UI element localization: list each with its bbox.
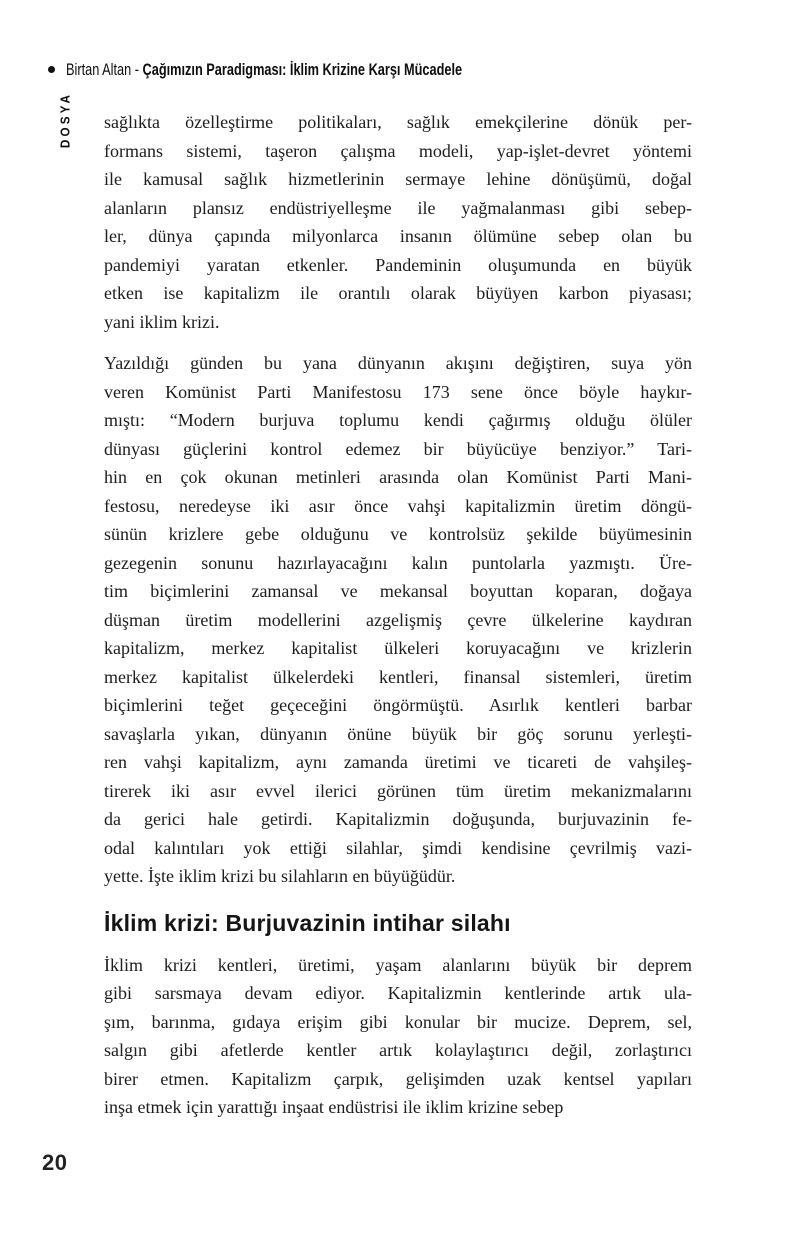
bullet-icon <box>48 66 55 73</box>
paragraph-line: mıştı: “Modern burjuva toplumu kendi çağırmış olduğu ölüler <box>104 410 692 430</box>
paragraph-line: kapitalizm, merkez kapitalist ülkeleri koruyacağını ve krizlerin <box>104 638 692 658</box>
paragraph-line: İklim krizi kentleri, üretimi, yaşam alanlarını büyük bir deprem <box>104 954 692 975</box>
paragraph-line: formans sistemi, taşeron çalışma modeli, yap-işlet-devret yöntemi <box>104 140 692 161</box>
paragraph-line: gibi sarsmaya devam ediyor. Kapitalizmin kentlerinde artık ula- <box>104 983 692 1003</box>
body-text-column <box>104 108 692 1135</box>
paragraph-line: savaşlarla yıkan, dünyanın önüne büyük bir göç sorunu yerleşti- <box>104 723 692 744</box>
paragraph-line: biçimlerini teğet geçeceğini öngörmüştü. Asırlık kentleri barbar <box>104 695 692 715</box>
paragraph-line: etken ise kapitalizm ile orantılı olarak büyüyen karbon piyasası; <box>104 283 692 303</box>
page-header <box>48 61 594 78</box>
paragraph-line: dünyası güçlerini kontrol edemez bir büyücüye benziyor.” Tari- <box>104 438 692 459</box>
section-tag-dosya: DOSYA <box>57 91 73 149</box>
paragraph-line: pandemiyi yaratan etkenler. Pandeminin oluşumunda en büyük <box>104 254 692 275</box>
paragraph-line: tirerek iki asır evvel ilerici görünen tüm üretim mekanizmalarını <box>104 780 692 801</box>
paragraph-line: düşman üretim modellerini azgelişmiş çevre ülkelerine kaydıran <box>104 609 692 630</box>
paragraph-line: sağlıkta özelleştirme politikaları, sağlık emekçilerine dönük per- <box>104 112 692 132</box>
paragraph-line: ren vahşi kapitalizm, aynı zamanda üretimi ve ticareti de vahşileş- <box>104 752 692 772</box>
paragraph <box>104 349 692 891</box>
paragraph-line: salgın gibi afetlerde kentler artık kolaylaştırıcı değil, zorlaştırıcı <box>104 1040 692 1060</box>
paragraph-line: alanların plansız endüstriyelleşme ile yağmalanması gibi sebep- <box>104 197 692 218</box>
paragraph-line: veren Komünist Parti Manifestosu 173 sene önce böyle haykır- <box>104 381 692 402</box>
paragraph-line: hin en çok okunan metinleri arasında olan Komünist Parti Mani- <box>104 467 692 487</box>
running-header <box>66 61 462 78</box>
paragraph-line: birer etmen. Kapitalizm çarpık, gelişimden uzak kentsel yapıları <box>104 1068 692 1089</box>
paragraph-line: festosu, neredeyse iki asır önce vahşi kapitalizmin üretim döngü- <box>104 495 692 516</box>
header-separator: - <box>131 60 143 79</box>
header-title: Çağımızın Paradigması: İklim Krizine Karşı Mücadele <box>142 60 463 79</box>
paragraph <box>104 108 692 336</box>
page-number: 20 <box>42 1150 68 1175</box>
paragraph-line: merkez kapitalist ülkelerdeki kentleri, finansal sistemleri, üretim <box>104 666 692 687</box>
paragraph-line: ler, dünya çapında milyonlarca insanın ölümüne sebep olan bu <box>104 226 692 246</box>
paragraph <box>104 951 692 1122</box>
paragraph-line: yani iklim krizi. <box>104 311 220 332</box>
paragraph-line: şım, barınma, gıdaya erişim gibi konular bir mucize. Deprem, sel, <box>104 1011 692 1032</box>
paragraph-line: odal kalıntıları yok ettiği silahlar, şimdi kendisine çevrilmiş vazi- <box>104 837 692 858</box>
paragraph-line: inşa etmek için yarattığı inşaat endüstrisi ile iklim krizine sebep <box>104 1097 564 1117</box>
paragraph-line: sünün krizlere gebe olduğunu ve kontrolsüz şekilde büyümesinin <box>104 524 692 544</box>
header-author: Birtan Altan <box>66 60 132 79</box>
paragraph-line: Yazıldığı günden bu yana dünyanın akışını değiştiren, suya yön <box>104 353 692 373</box>
paragraph-line: ile kamusal sağlık hizmetlerinin sermaye lehine dönüşümü, doğal <box>104 169 692 189</box>
section-heading: İklim krizi: Burjuvazinin intihar silahı <box>104 909 511 936</box>
paragraph-line: tim biçimlerini zamansal ve mekansal boyuttan koparan, doğaya <box>104 581 692 601</box>
paragraph-line: gezegenin sonunu hazırlayacağını kalın puntolarla yazmıştı. Üre- <box>104 552 692 573</box>
paragraph-line: yette. İşte iklim krizi bu silahların en büyüğüdür. <box>104 866 456 886</box>
paragraph-line: da gerici hale getirdi. Kapitalizmin doğuşunda, burjuvazinin fe- <box>104 809 692 829</box>
